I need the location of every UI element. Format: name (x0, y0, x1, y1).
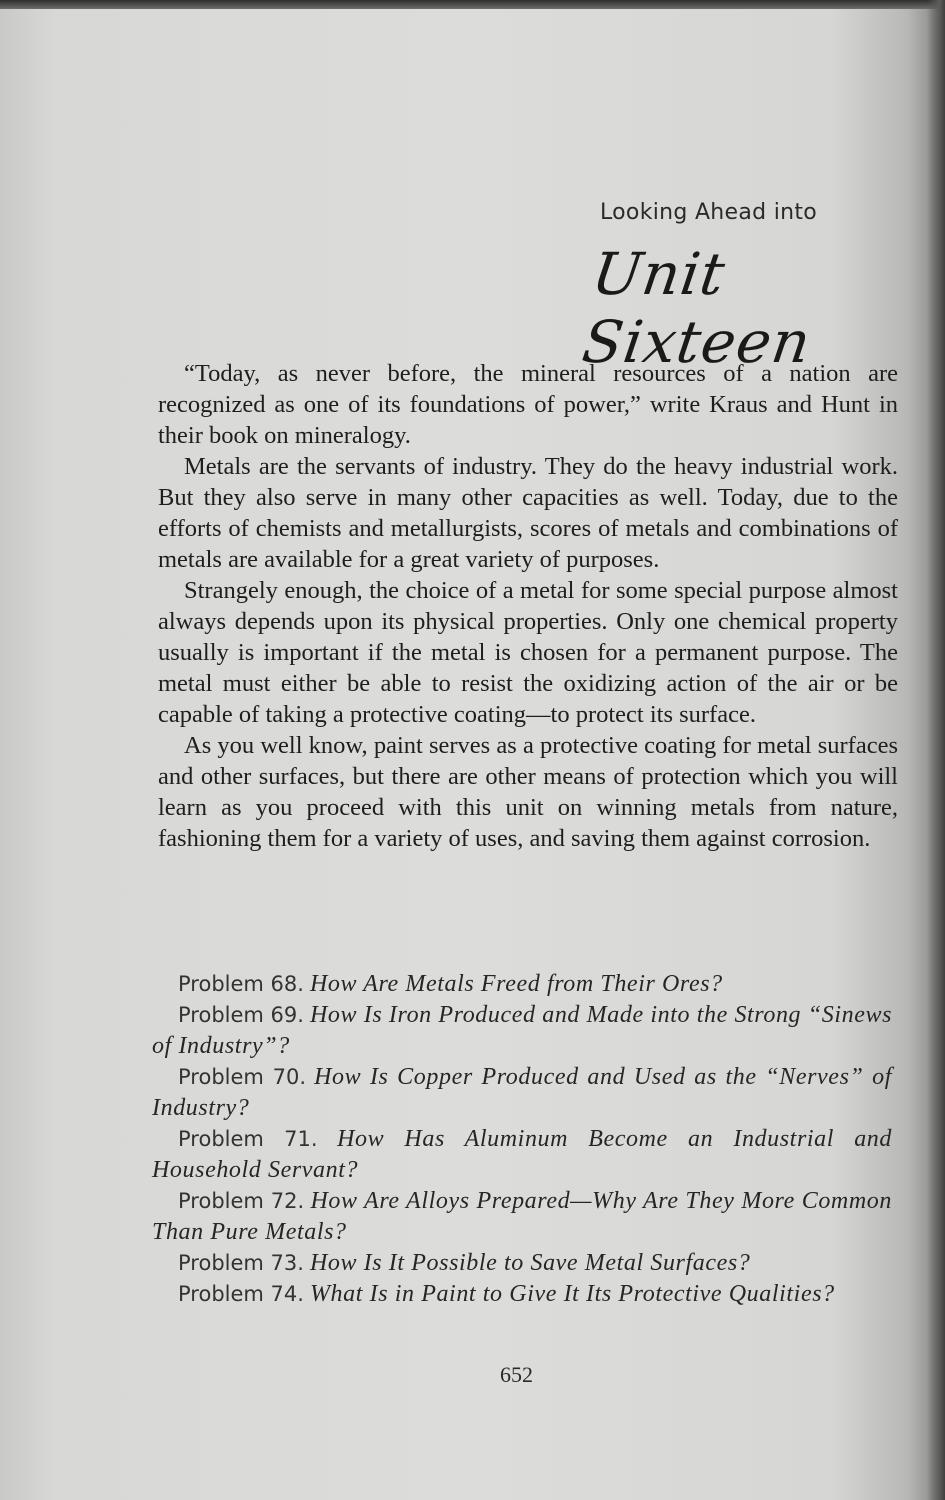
page-number: 652 (500, 1362, 533, 1387)
problem-label: Problem 73. (178, 1251, 304, 1275)
unit-title: Unit Sixteen (578, 240, 816, 376)
paragraph: Metals are the servants of industry. They do the heavy industrial work. But they also serve in many other capacities as well. Today, due to the efforts of chemists and metallurgists, scores of metals and combinations of metals are available for a great variety of purposes. (158, 453, 898, 573)
page-top-edge (0, 0, 945, 9)
problem-label: Problem 74. (178, 1282, 304, 1306)
problem-question: How Is Copper Produced and Used as the “Nerves” of Industry? (152, 1064, 893, 1121)
paragraph: As you well know, paint serves as a protective coating for metal surfaces and other surfaces, but there are other means of protection which you will learn as you proceed with this unit on winning metals from nature, fashioning them for a variety of uses, and saving them against corrosion. (158, 732, 898, 852)
problem-question: How Is It Possible to Save Metal Surfaces? (309, 1250, 751, 1276)
problem-label: Problem 69. (178, 1003, 304, 1027)
problem-question: How Is Iron Produced and Made into the Strong “Sinews of Industry”? (152, 1002, 893, 1059)
problem-item (152, 1062, 892, 1124)
problem-question: How Are Metals Freed from Their Ores? (309, 971, 723, 997)
problem-label: Problem 71. (178, 1127, 318, 1151)
paragraph: “Today, as never before, the mineral resources of a nation are recognized as one of its foundations of power,” write Kraus and Hunt in their book on mineralogy. (158, 360, 898, 449)
problem-item (152, 969, 892, 1000)
problem-label: Problem 70. (178, 1065, 307, 1089)
problem-item (152, 1186, 892, 1248)
page-binding-shadow (927, 0, 945, 1500)
problem-item (152, 1000, 892, 1062)
problem-item (152, 1279, 892, 1310)
problem-label: Problem 72. (178, 1189, 305, 1213)
problem-list (152, 969, 892, 1310)
intro-text (158, 358, 898, 854)
problem-question: What Is in Paint to Give It Its Protective Qualities? (309, 1281, 835, 1307)
problem-label: Problem 68. (178, 972, 304, 996)
problem-item (152, 1248, 892, 1279)
problem-item (152, 1124, 892, 1186)
problem-question: How Are Alloys Prepared—Why Are They More Common Than Pure Metals? (152, 1188, 892, 1245)
unit-preamble: Looking Ahead into (600, 200, 818, 225)
problem-question: How Has Aluminum Become an Industrial and Household Servant? (152, 1126, 893, 1183)
paragraph: Strangely enough, the choice of a metal for some special purpose almost always depends upon its physical properties. Only one chemical property usually is important if the metal is chosen for a permanent purpose. The metal must either be able to resist the oxidizing action of the air or be capable of taking a protective coating—to protect its surface. (158, 577, 898, 728)
